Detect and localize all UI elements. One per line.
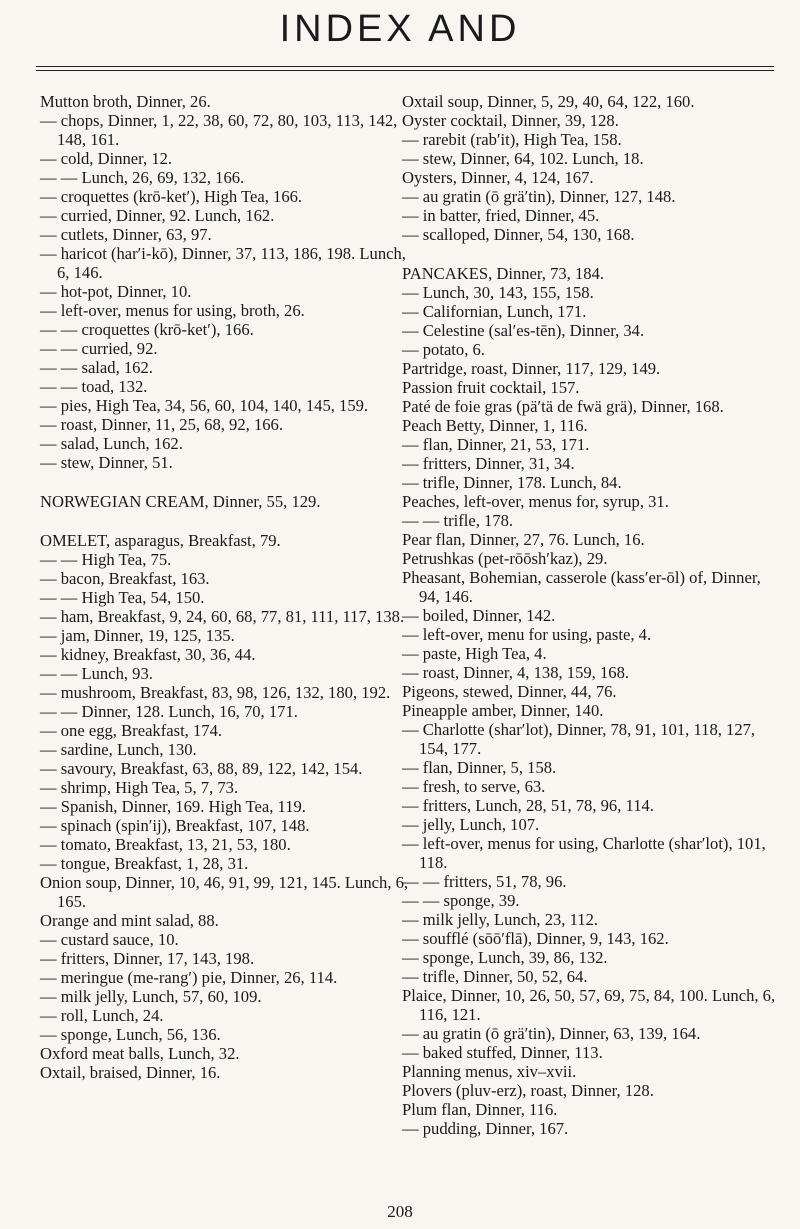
index-entry: Oxtail soup, Dinner, 5, 29, 40, 64, 122, 160.	[402, 92, 695, 111]
index-entry: — roll, Lunch, 24.	[40, 1006, 164, 1025]
index-entry: — fritters, Dinner, 17, 143, 198.	[40, 949, 255, 968]
header-rule-top	[36, 66, 774, 67]
index-entry: — Lunch, 30, 143, 155, 158.	[402, 283, 594, 302]
index-entry: — jam, Dinner, 19, 125, 135.	[40, 626, 235, 645]
index-entry: — mushroom, Breakfast, 83, 98, 126, 132, 180, 192.	[40, 683, 391, 702]
index-entry: Oxtail, braised, Dinner, 16.	[40, 1063, 221, 1082]
section-gap	[402, 244, 777, 264]
index-entry: — haricot (har′i-kō), Dinner, 37, 113, 186, 198. Lunch, 6, 146.	[40, 244, 406, 282]
index-entry: — rarebit (rab′it), High Tea, 158.	[402, 130, 622, 149]
index-entry: — jelly, Lunch, 107.	[402, 815, 540, 834]
index-entry: — kidney, Breakfast, 30, 36, 44.	[40, 645, 256, 664]
index-entry: — trifle, Dinner, 178. Lunch, 84.	[402, 473, 622, 492]
section-gap	[40, 472, 415, 492]
index-entry: Pineapple amber, Dinner, 140.	[402, 701, 604, 720]
index-entry: — — trifle, 178.	[402, 511, 514, 530]
index-entry: Petrushkas (pet-rōōsh′kaz), 29.	[402, 549, 608, 568]
index-entry: — sponge, Lunch, 39, 86, 132.	[402, 948, 608, 967]
index-entry: — left-over, menus for using, broth, 26.	[40, 301, 305, 320]
index-entry: — milk jelly, Lunch, 23, 112.	[402, 910, 599, 929]
index-entry: Peach Betty, Dinner, 1, 116.	[402, 416, 588, 435]
index-entry: OMELET, asparagus, Breakfast, 79.	[40, 531, 281, 550]
index-entry: — croquettes (krō-ket′), High Tea, 166.	[40, 187, 303, 206]
index-entry: — — Lunch, 26, 69, 132, 166.	[40, 168, 245, 187]
index-entry: — sponge, Lunch, 56, 136.	[40, 1025, 221, 1044]
index-entry: — au gratin (ō grä′tin), Dinner, 127, 148.	[402, 187, 676, 206]
index-entry: — curried, Dinner, 92. Lunch, 162.	[40, 206, 275, 225]
index-entry: — one egg, Breakfast, 174.	[40, 721, 223, 740]
index-entry: — — sponge, 39.	[402, 891, 520, 910]
index-entry: PANCAKES, Dinner, 73, 184.	[402, 264, 605, 283]
index-entry: Orange and mint salad, 88.	[40, 911, 219, 930]
index-entry: Plovers (pluv-erz), roast, Dinner, 128.	[402, 1081, 654, 1100]
index-entry: — boiled, Dinner, 142.	[402, 606, 556, 625]
index-entry: — shrimp, High Tea, 5, 7, 73.	[40, 778, 239, 797]
index-entry: Oysters, Dinner, 4, 124, 167.	[402, 168, 594, 187]
index-entry: Mutton broth, Dinner, 26.	[40, 92, 211, 111]
index-entry: — potato, 6.	[402, 340, 485, 359]
index-entry: — Californian, Lunch, 171.	[402, 302, 587, 321]
index-entry: — pies, High Tea, 34, 56, 60, 104, 140, 145, 159.	[40, 396, 369, 415]
index-entry: — bacon, Breakfast, 163.	[40, 569, 210, 588]
index-entry: — scalloped, Dinner, 54, 130, 168.	[402, 225, 635, 244]
index-entry: — meringue (me-rang′) pie, Dinner, 26, 114.	[40, 968, 338, 987]
index-entry: Onion soup, Dinner, 10, 46, 91, 99, 121, 145. Lunch, 6, 165.	[40, 873, 409, 911]
index-entry: Pigeons, stewed, Dinner, 44, 76.	[402, 682, 617, 701]
index-entry: — pudding, Dinner, 167.	[402, 1119, 569, 1138]
index-entry: — chops, Dinner, 1, 22, 38, 60, 72, 80, 103, 113, 142, 148, 161.	[40, 111, 398, 149]
index-entry: — cutlets, Dinner, 63, 97.	[40, 225, 212, 244]
index-entry: — stew, Dinner, 64, 102. Lunch, 18.	[402, 149, 644, 168]
index-entry: — — Lunch, 93.	[40, 664, 153, 683]
index-entry: — savoury, Breakfast, 63, 88, 89, 122, 142, 154.	[40, 759, 363, 778]
index-entry: Planning menus, xiv–xvii.	[402, 1062, 577, 1081]
page-number: 208	[387, 1202, 413, 1221]
index-entry: — — High Tea, 75.	[40, 550, 172, 569]
index-entry: Oxford meat balls, Lunch, 32.	[40, 1044, 240, 1063]
index-entry: — — toad, 132.	[40, 377, 148, 396]
index-entry: Plaice, Dinner, 10, 26, 50, 57, 69, 75, 84, 100. Lunch, 6, 116, 121.	[402, 986, 776, 1024]
index-entry: Pear flan, Dinner, 27, 76. Lunch, 16.	[402, 530, 645, 549]
index-entry: — in batter, fried, Dinner, 45.	[402, 206, 600, 225]
index-entry: — roast, Dinner, 4, 138, 159, 168.	[402, 663, 630, 682]
index-entry: Partridge, roast, Dinner, 117, 129, 149.	[402, 359, 661, 378]
index-entry: — left-over, menus for using, Charlotte (shar′lot), 101, 118.	[402, 834, 766, 872]
section-gap	[40, 511, 415, 531]
index-entry: — milk jelly, Lunch, 57, 60, 109.	[40, 987, 262, 1006]
index-entry: — flan, Dinner, 5, 158.	[402, 758, 557, 777]
index-entry: — stew, Dinner, 51.	[40, 453, 173, 472]
index-entry: Paté de foie gras (pä′tä de fwä grä), Dinner, 168.	[402, 397, 724, 416]
index-entry: — custard sauce, 10.	[40, 930, 179, 949]
index-entry: — left-over, menu for using, paste, 4.	[402, 625, 652, 644]
index-entry: — Spanish, Dinner, 169. High Tea, 119.	[40, 797, 306, 816]
index-entry: — tomato, Breakfast, 13, 21, 53, 180.	[40, 835, 291, 854]
index-entry: — salad, Lunch, 162.	[40, 434, 183, 453]
index-entry: Plum flan, Dinner, 116.	[402, 1100, 558, 1119]
index-column-left	[40, 92, 415, 1082]
index-entry: Pheasant, Bohemian, casserole (kass′er-ōl) of, Dinner, 94, 146.	[402, 568, 761, 606]
index-entry: — spinach (spin′ij), Breakfast, 107, 148.	[40, 816, 310, 835]
header-rule-bottom	[36, 70, 774, 71]
index-entry: Passion fruit cocktail, 157.	[402, 378, 580, 397]
index-entry: — — croquettes (krō-ket′), 166.	[40, 320, 254, 339]
index-entry: — soufflé (sōō′flā), Dinner, 9, 143, 162.	[402, 929, 669, 948]
index-entry: — flan, Dinner, 21, 53, 171.	[402, 435, 590, 454]
index-entry: — — fritters, 51, 78, 96.	[402, 872, 567, 891]
index-entry: — Celestine (sal′es-tēn), Dinner, 34.	[402, 321, 645, 340]
index-entry: — baked stuffed, Dinner, 113.	[402, 1043, 603, 1062]
index-entry: — fritters, Lunch, 28, 51, 78, 96, 114.	[402, 796, 654, 815]
index-entry: — hot-pot, Dinner, 10.	[40, 282, 192, 301]
index-entry: — Charlotte (shar′lot), Dinner, 78, 91, 101, 118, 127, 154, 177.	[402, 720, 756, 758]
index-entry: — — curried, 92.	[40, 339, 158, 358]
index-entry: — fritters, Dinner, 31, 34.	[402, 454, 575, 473]
index-entry: — fresh, to serve, 63.	[402, 777, 546, 796]
index-entry: — ham, Breakfast, 9, 24, 60, 68, 77, 81, 111, 117, 138.	[40, 607, 405, 626]
index-entry: — cold, Dinner, 12.	[40, 149, 173, 168]
index-entry: — — High Tea, 54, 150.	[40, 588, 205, 607]
index-entry: — — Dinner, 128. Lunch, 16, 70, 171.	[40, 702, 298, 721]
index-entry: — tongue, Breakfast, 1, 28, 31.	[40, 854, 249, 873]
index-entry: — — salad, 162.	[40, 358, 153, 377]
index-column-right	[402, 92, 777, 1138]
index-entry: — trifle, Dinner, 50, 52, 64.	[402, 967, 588, 986]
index-entry: Oyster cocktail, Dinner, 39, 128.	[402, 111, 619, 130]
index-entry: — paste, High Tea, 4.	[402, 644, 547, 663]
index-entry: NORWEGIAN CREAM, Dinner, 55, 129.	[40, 492, 321, 511]
index-entry: — sardine, Lunch, 130.	[40, 740, 197, 759]
index-entry: — roast, Dinner, 11, 25, 68, 92, 166.	[40, 415, 283, 434]
index-entry: — au gratin (ō grä′tin), Dinner, 63, 139, 164.	[402, 1024, 701, 1043]
index-entry: Peaches, left-over, menus for, syrup, 31.	[402, 492, 669, 511]
page-title: INDEX AND	[279, 8, 521, 50]
